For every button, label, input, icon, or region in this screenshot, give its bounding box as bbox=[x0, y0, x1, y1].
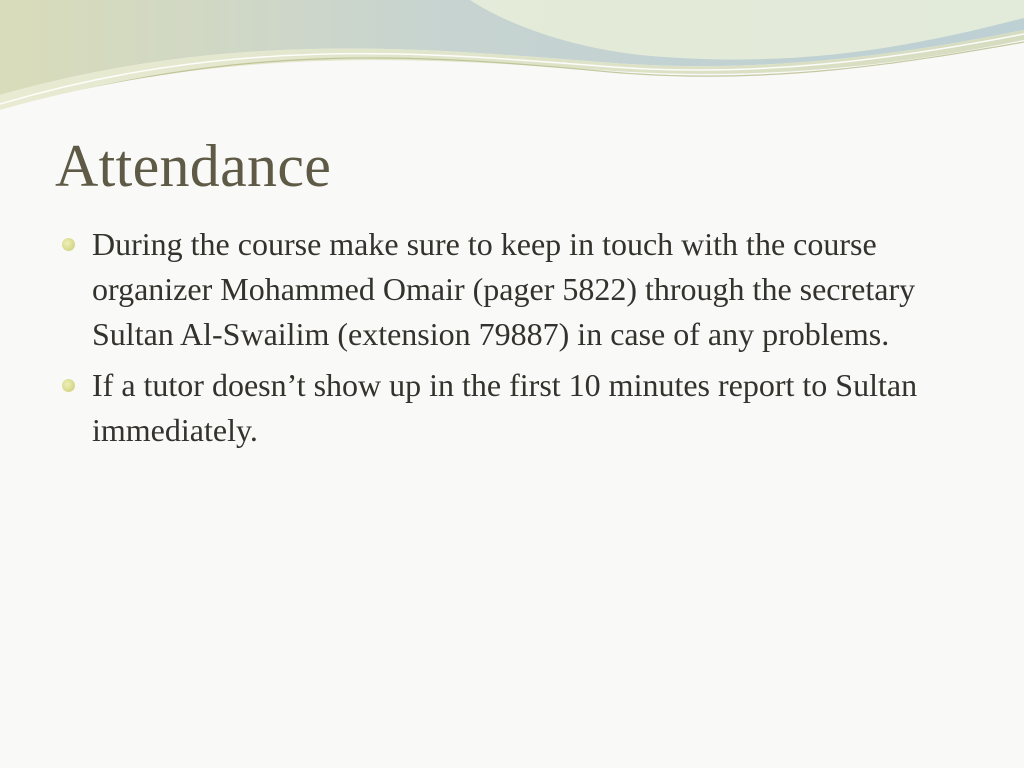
header-wave-decoration bbox=[0, 0, 1024, 130]
slide-title: Attendance bbox=[55, 133, 332, 199]
bullet-text: If a tutor doesn’t show up in the first 10 minutes report to Sultan immediately. bbox=[92, 367, 918, 448]
bullet-dot-icon bbox=[62, 238, 75, 251]
bullet-text: During the course make sure to keep in touch with the course organizer Mohammed Omair (pager 5822) through the secretary Sultan Al-Swailim (extension 79887) in case of any problems. bbox=[92, 226, 916, 352]
bullet-item bbox=[62, 222, 962, 357]
bullet-item bbox=[62, 363, 962, 453]
bullet-list bbox=[62, 222, 962, 459]
bullet-dot-icon bbox=[62, 379, 75, 392]
